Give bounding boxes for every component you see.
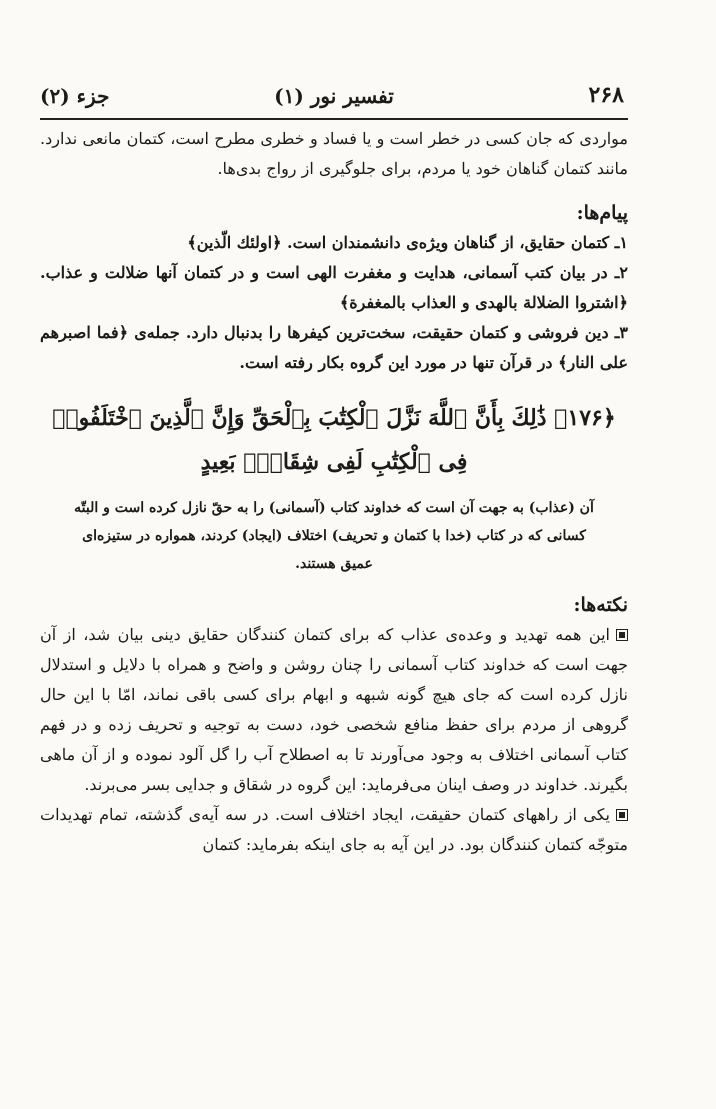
book-page — [40, 80, 628, 1080]
page-number: ۲۶۸ — [588, 82, 624, 108]
message-item: ۲ـ در بیان کتب آسمانی، هدایت و مغفرت الهی است و در کتمان آنها ضلالت و عذاب. ﴿اشتروا الضلالة بالهدی و العذاب بالمغفرة﴾ — [40, 263, 628, 312]
note-item — [40, 620, 628, 800]
verse-translation: آن (عذاب) به جهت آن است که خداوند کتاب (آسمانی) را به حقّ نازل کرده است و البتّه کسانی که در کتاب (خدا با کتمان و تحریف) اختلاف (ایجاد) کردند، همواره در ستیزه‌ای عمیق هستند. — [74, 500, 594, 572]
messages-heading: پیام‌ها: — [576, 202, 628, 224]
bullet-box-icon — [616, 629, 628, 641]
messages-list — [40, 228, 628, 378]
note-text: یکی از راههای کتمان حقیقت، ایجاد اختلاف است. در سه آیه‌ی گذشته، تمام تهدیدات متوجّه کتمان کنندگان بود. در این آیه به جای اینکه بفرماید: کتمان — [40, 805, 628, 854]
message-item: ۳ـ دین فروشی و کتمان حقیقت، سخت‌ترین کیفرها را بدنبال دارد. جمله‌ی ﴿فما اصبرهم علی النار﴾ در قرآن تنها در مورد این گروه بکار رفته است. — [40, 323, 628, 372]
note-text: این همه تهدید و وعده‌ی عذاب که برای کتمان کنندگان حقایق دینی بیان شد، از آن جهت است که خداوند کتاب آسمانی را چنان روشن و واضح و همراه با دلایل و استدلال نازل کرده است که جای هیچ گونه شبهه و ابهام برای کسی باقی نماند، امّا با این حال گروهی از مردم برای حفظ منافع شخصی خود، دست به توجیه و تحریف زده و در فهم کتاب آسمانی اختلاف به وجود می‌آورند تا به اصطلاح آب را گل آلود نموده و از آن ماهی بگیرند. خداوند در وصف اینان می‌فرماید: این گروه در شقاق و جدایی بسر می‌برند. — [40, 625, 629, 794]
book-title: تفسیر نور (۱) — [274, 84, 394, 108]
quran-verse: ﴿۱۷۶﴾ ذَٰلِكَ بِأَنَّ ٱللَّهَ نَزَّلَ ٱلْكِتَٰبَ بِٱلْحَقِّ وَإِنَّ ٱلَّذِينَ ٱخْتَلَفُوا۟ فِى ٱلْكِتَٰبِ لَفِى شِقَاقٍۭ بَعِيدٍ — [52, 405, 616, 475]
page-content — [40, 124, 628, 860]
header-rule — [40, 118, 628, 120]
intro-paragraph: مواردی که جان کسی در خطر است و یا فساد و خطری مطرح است، کتمان مانعی ندارد. مانند کتمان گناهان خود یا مردم، برای جلوگیری از رواج بدی‌ها. — [40, 129, 628, 178]
note-item — [40, 800, 628, 860]
juz-label: جزء (۲) — [40, 84, 110, 108]
notes-heading: نکته‌ها: — [573, 594, 628, 616]
bullet-box-icon — [616, 809, 628, 821]
message-item: ۱ـ کتمان حقایق، از گناهان ویژه‌ی دانشمندان است. ﴿اولئك الّذين﴾ — [187, 233, 628, 252]
page-header — [40, 80, 628, 114]
